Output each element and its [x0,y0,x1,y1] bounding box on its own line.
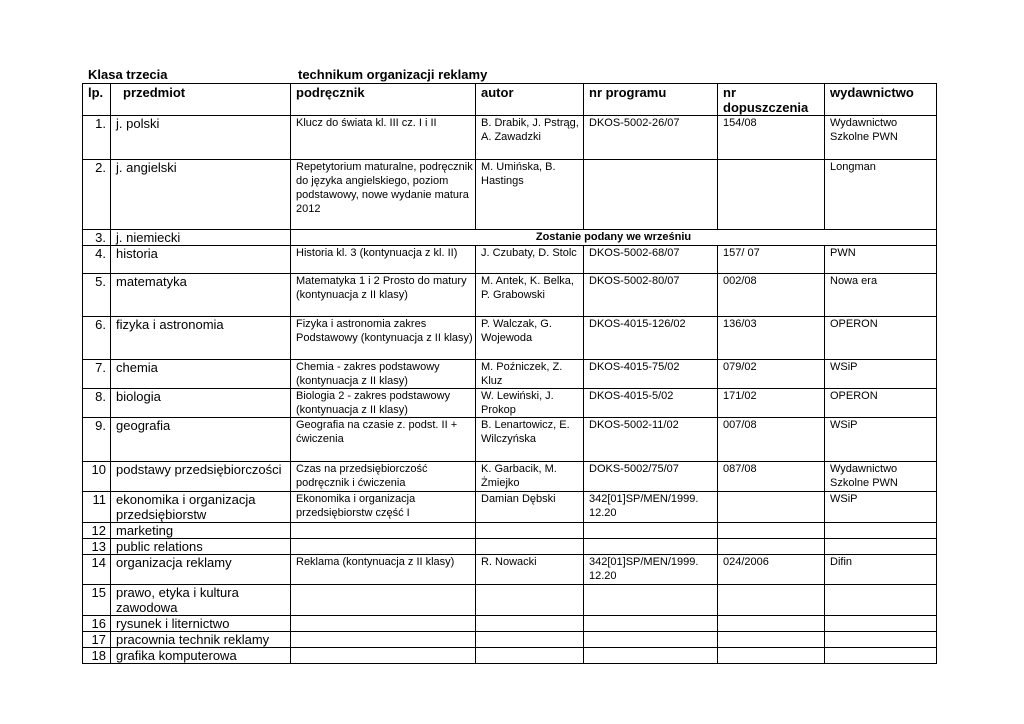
row-lp: 8. [83,389,111,418]
table-row [83,360,937,389]
row-lp: 4. [83,246,111,274]
row-approval: 171/02 [718,389,825,418]
row-lp: 10 [83,462,111,492]
row-lp: 5. [83,274,111,317]
row-author [476,585,584,616]
row-book [291,648,476,664]
row-subject: pracownia technik reklamy [111,632,291,648]
table-row [83,632,937,648]
row-subject: organizacja reklamy [111,555,291,585]
row-publisher [825,585,937,616]
row-book [291,616,476,632]
row-lp: 12 [83,523,111,539]
row-subject: matematyka [111,274,291,317]
row-approval: 087/08 [718,462,825,492]
table-row [83,539,937,555]
row-approval [718,616,825,632]
row-author [476,539,584,555]
row-publisher: Longman [825,160,937,230]
row-lp: 17 [83,632,111,648]
row-lp: 11 [83,492,111,523]
row-program: DKOS-5002-11/02 [584,418,718,462]
row-book: Fizyka i astronomia zakres Podstawowy (kontynuacja z II klasy) [291,317,476,360]
row-lp: 9. [83,418,111,462]
row-lp: 13 [83,539,111,555]
table-row [83,492,937,523]
row-book: Geografia na czasie z. podst. II + ćwiczenia [291,418,476,462]
row-publisher: OPERON [825,389,937,418]
row-program: DOKS-5002/75/07 [584,462,718,492]
row-approval [718,160,825,230]
row-lp: 6. [83,317,111,360]
row-publisher [825,648,937,664]
row-subject: j. angielski [111,160,291,230]
row-author: B. Lenartowicz, E. Wilczyńska [476,418,584,462]
row-book [291,539,476,555]
row-book [291,523,476,539]
row-author: W. Lewiński, J. Prokop [476,389,584,418]
row-book: Matematyka 1 i 2 Prosto do matury (kontynuacja z II klasy) [291,274,476,317]
row-approval: 079/02 [718,360,825,389]
class-label: Klasa trzecia [88,67,168,82]
school-label: technikum organizacji reklamy [298,67,488,82]
row-author: J. Czubaty, D. Stolc [476,246,584,274]
column-header-lp: lp. [83,84,111,116]
row-publisher: OPERON [825,317,937,360]
row-program: DKOS-5002-80/07 [584,274,718,317]
row-subject: chemia [111,360,291,389]
row-subject: grafika komputerowa [111,648,291,664]
row-program: DKOS-4015-5/02 [584,389,718,418]
table-row [83,523,937,539]
table-row [83,648,937,664]
row-publisher [825,523,937,539]
row-approval [718,523,825,539]
row-approval [718,585,825,616]
row-publisher: WSiP [825,492,937,523]
column-header-book: podręcznik [291,84,476,116]
row-subject: geografia [111,418,291,462]
row-program [584,539,718,555]
table-row [83,585,937,616]
row-notice: Zostanie podany we wrześniu [291,230,937,246]
row-author: K. Garbacik, M. Żmiejko [476,462,584,492]
row-publisher: PWN [825,246,937,274]
table-row [83,246,937,274]
row-approval: 154/08 [718,116,825,160]
table-row [83,616,937,632]
row-book: Ekonomika i organizacja przedsiębiorstw część I [291,492,476,523]
row-program [584,632,718,648]
row-publisher [825,616,937,632]
row-author: B. Drabik, J. Pstrąg, A. Zawadzki [476,116,584,160]
row-publisher: Wydawnictwo Szkolne PWN [825,462,937,492]
row-author: P. Walczak, G. Wojewoda [476,317,584,360]
column-header-publisher: wydawnictwo [825,84,937,116]
table-row [83,230,937,246]
row-author: M. Poźniczek, Z. Kluz [476,360,584,389]
row-publisher: Difin [825,555,937,585]
row-author [476,632,584,648]
table-row [83,116,937,160]
row-author [476,523,584,539]
row-lp: 15 [83,585,111,616]
table-row [83,389,937,418]
row-publisher [825,539,937,555]
column-header-author: autor [476,84,584,116]
row-subject: j. polski [111,116,291,160]
table-row [83,160,937,230]
table-row [83,317,937,360]
row-approval [718,492,825,523]
row-program: 342[01]SP/MEN/1999. 12.20 [584,492,718,523]
row-program: DKOS-5002-26/07 [584,116,718,160]
row-publisher: WSiP [825,360,937,389]
row-book [291,585,476,616]
row-lp: 7. [83,360,111,389]
table-row [83,418,937,462]
row-approval: 136/03 [718,317,825,360]
row-subject: public relations [111,539,291,555]
row-subject: marketing [111,523,291,539]
row-program [584,160,718,230]
row-book: Klucz do świata kl. III cz. I i II [291,116,476,160]
row-book: Historia kl. 3 (kontynuacja z kl. II) [291,246,476,274]
row-subject: j. niemiecki [111,230,291,246]
row-book: Reklama (kontynuacja z II klasy) [291,555,476,585]
row-program: 342[01]SP/MEN/1999. 12.20 [584,555,718,585]
row-program [584,585,718,616]
row-author: M. Antek, K. Belka, P. Grabowski [476,274,584,317]
row-program: DKOS-5002-68/07 [584,246,718,274]
table-header-row [83,84,937,116]
column-header-program: nr programu [584,84,718,116]
table-row [83,462,937,492]
row-lp: 3. [83,230,111,246]
column-header-approval: nr dopuszczenia [718,84,825,116]
row-author: M. Umińska, B. Hastings [476,160,584,230]
table-row [83,555,937,585]
row-book [291,632,476,648]
row-author: R. Nowacki [476,555,584,585]
row-approval [718,539,825,555]
row-program: DKOS-4015-75/02 [584,360,718,389]
row-approval [718,648,825,664]
row-program [584,648,718,664]
row-publisher: WSiP [825,418,937,462]
row-program [584,523,718,539]
row-subject: fizyka i astronomia [111,317,291,360]
row-subject: biologia [111,389,291,418]
row-author [476,616,584,632]
row-subject: rysunek i liternictwo [111,616,291,632]
row-publisher: Nowa era [825,274,937,317]
row-book: Czas na przedsiębiorczość podręcznik i ćwiczenia [291,462,476,492]
row-lp: 14 [83,555,111,585]
row-subject: ekonomika i organizacja przedsiębiorstw [111,492,291,523]
row-lp: 2. [83,160,111,230]
row-publisher: Wydawnictwo Szkolne PWN [825,116,937,160]
row-approval: 007/08 [718,418,825,462]
row-publisher [825,632,937,648]
row-book: Repetytorium maturalne, podręcznik do języka angielskiego, poziom podstawowy, nowe wydanie matura 2012 [291,160,476,230]
textbook-table [82,83,937,664]
document-header [88,67,488,82]
row-program: DKOS-4015-126/02 [584,317,718,360]
row-lp: 16 [83,616,111,632]
row-author [476,648,584,664]
row-lp: 1. [83,116,111,160]
row-book: Biologia 2 - zakres podstawowy (kontynuacja z II klasy) [291,389,476,418]
row-approval [718,632,825,648]
row-approval: 002/08 [718,274,825,317]
row-approval: 024/2006 [718,555,825,585]
row-subject: prawo, etyka i kultura zawodowa [111,585,291,616]
row-author: Damian Dębski [476,492,584,523]
row-subject: podstawy przedsiębiorczości [111,462,291,492]
row-program [584,616,718,632]
column-header-subject: przedmiot [111,84,291,116]
table-row [83,274,937,317]
row-subject: historia [111,246,291,274]
row-lp: 18 [83,648,111,664]
row-approval: 157/ 07 [718,246,825,274]
row-book: Chemia - zakres podstawowy (kontynuacja z II klasy) [291,360,476,389]
